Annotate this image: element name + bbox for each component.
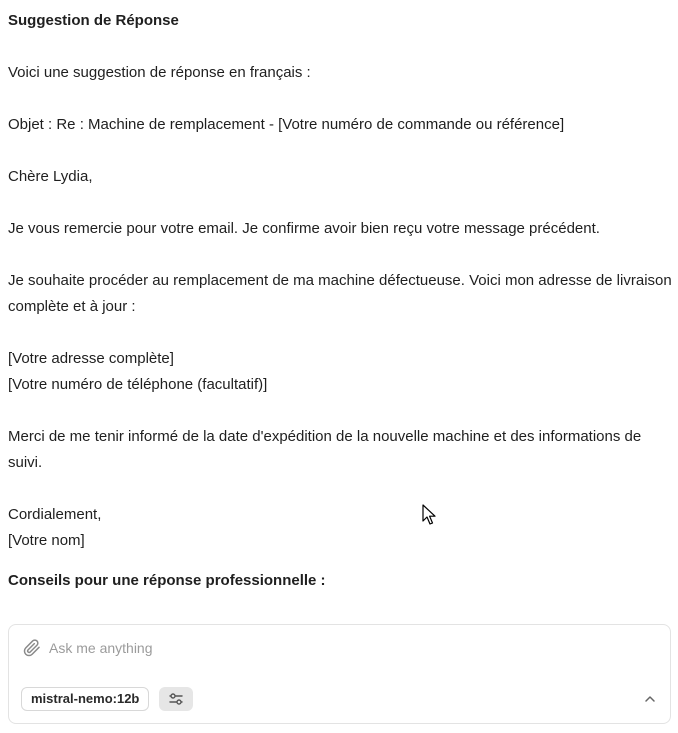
chat-composer xyxy=(8,624,671,724)
email-paragraph-2: Je souhaite procéder au remplacement de ma machine défectueuse. Voici mon adresse de livraison complète et à jour : xyxy=(8,272,672,315)
message-title: Suggestion de Réponse xyxy=(8,12,179,29)
paperclip-icon[interactable] xyxy=(23,639,41,657)
email-paragraph-3: Merci de me tenir informé de la date d'expédition de la nouvelle machine et des informations de suivi. xyxy=(8,428,642,471)
chevron-up-icon[interactable] xyxy=(642,691,658,707)
settings-button[interactable] xyxy=(159,687,193,711)
email-greeting: Chère Lydia, xyxy=(8,168,93,185)
tips-heading: Conseils pour une réponse professionnelle : xyxy=(8,572,326,589)
email-closing: Cordialement, xyxy=(8,506,102,523)
assistant-message xyxy=(8,8,672,620)
prompt-input[interactable] xyxy=(49,637,649,659)
email-signature: [Votre nom] xyxy=(8,532,85,549)
email-subject: Objet : Re : Machine de remplacement - [Votre numéro de commande ou référence] xyxy=(8,116,565,133)
email-phone-line: [Votre numéro de téléphone (facultatif)] xyxy=(8,376,268,393)
sliders-icon xyxy=(168,692,184,706)
email-paragraph-1: Je vous remercie pour votre email. Je confirme avoir bien reçu votre message précédent. xyxy=(8,220,600,237)
email-address-line: [Votre adresse complète] xyxy=(8,350,174,367)
message-intro: Voici une suggestion de réponse en français : xyxy=(8,64,311,81)
model-selector-button[interactable]: mistral-nemo:12b xyxy=(21,687,149,711)
mouse-pointer-icon xyxy=(422,504,438,526)
